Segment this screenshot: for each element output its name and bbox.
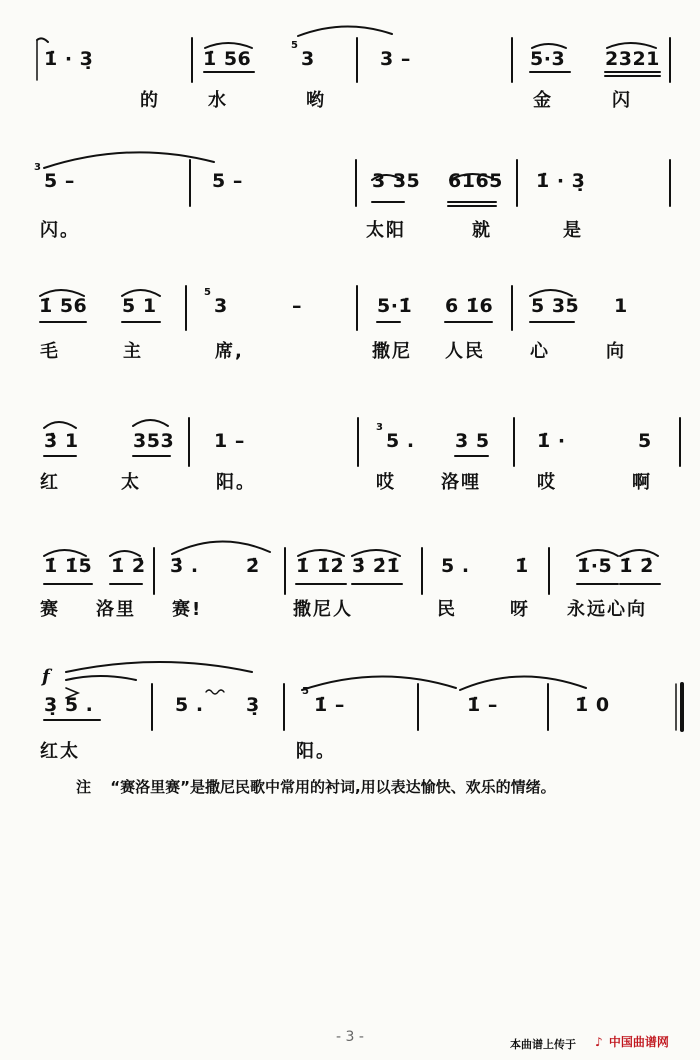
- note-group: 5: [638, 430, 652, 452]
- note-group: 5 1: [122, 295, 157, 317]
- note-group: 1̇ 56: [203, 48, 252, 70]
- note-group: 1̇ 56: [39, 295, 88, 317]
- grace-note: 3: [376, 422, 383, 433]
- lyric-text: 啊: [632, 472, 652, 493]
- note-group: 3 5: [455, 430, 490, 452]
- note-group: 1̇·5 1̇ 2̇: [577, 555, 654, 577]
- note-group: 1̇: [515, 555, 529, 577]
- lyric-text: 哟: [306, 90, 326, 111]
- note-group: 3̇ 2̇1̇: [352, 555, 401, 577]
- note-group: 6165: [448, 170, 503, 192]
- music-note-icon: ♪: [595, 1035, 603, 1049]
- note-group: 3 35: [372, 170, 421, 192]
- lyric-text: 席,: [215, 341, 244, 362]
- lyric-text: 主: [123, 341, 143, 362]
- note-group: 3: [214, 295, 228, 317]
- lyric-text: 红太: [40, 741, 80, 762]
- note-group: 1̇ 1̇2̇: [296, 555, 345, 577]
- lyric-text: 的: [140, 90, 160, 111]
- lyric-text: 民: [437, 599, 457, 620]
- note-group: 3 –: [380, 48, 411, 70]
- note-group: 1̇ –: [467, 694, 498, 716]
- footnote: [76, 776, 556, 797]
- note-group: 5 35: [531, 295, 580, 317]
- note-group: 5·3: [530, 48, 566, 70]
- lyric-text: 红: [40, 472, 60, 493]
- lyric-text: 心: [530, 341, 550, 362]
- note-group: 1̇ 0: [575, 694, 610, 716]
- note-group: 2321: [605, 48, 660, 70]
- upload-caption: 本曲谱上传于: [510, 1038, 576, 1051]
- lyric-text: 撒尼: [372, 341, 412, 362]
- lyric-text: 毛: [40, 341, 60, 362]
- note-group: 5·1̇: [377, 295, 413, 317]
- note-group: 3̣ 5 .: [44, 694, 94, 716]
- lyric-text: 阳。: [296, 741, 336, 762]
- note-group: 6 1̇6: [445, 295, 494, 317]
- footnote-label: 注: [76, 778, 92, 796]
- lyric-text: 闪。: [40, 220, 80, 241]
- note-group: 5 .: [441, 555, 470, 577]
- note-group: 1 –: [214, 430, 245, 452]
- note-group: 1̇ 2̇: [111, 555, 146, 577]
- site-logo[interactable]: [595, 1033, 669, 1050]
- lyric-text: 撒尼人: [293, 599, 353, 620]
- note-group: 3̇ 1: [44, 430, 79, 452]
- note-group: 5 .: [175, 694, 204, 716]
- note-group: 1: [614, 295, 628, 317]
- note-group: 3̇ .: [170, 555, 199, 577]
- footnote-text: “赛洛里赛”是撒尼民歌中常用的衬词,用以表达愉快、欢乐的情绪。: [110, 778, 556, 796]
- note-group: 1̇ · 3̣: [536, 170, 586, 192]
- lyric-text: 永远心向: [567, 599, 647, 620]
- note-group: 5 –: [212, 170, 243, 192]
- lyric-text: 洛里: [96, 599, 136, 620]
- note-group: 5 –: [44, 170, 75, 192]
- lyric-text: 赛: [40, 599, 60, 620]
- lyric-text: 金: [533, 90, 553, 111]
- lyric-text: 呀: [510, 599, 530, 620]
- lyric-text: 水: [208, 90, 228, 111]
- lyric-text: 哎: [537, 472, 557, 493]
- page-number: - 3 -: [336, 1029, 364, 1045]
- grace-note: 3: [34, 162, 41, 173]
- site-name: 中国曲谱网: [608, 1035, 669, 1049]
- note-group: 1̇ 1̇5: [44, 555, 93, 577]
- lyric-text: 向: [606, 341, 626, 362]
- lyric-text: 阳。: [216, 472, 256, 493]
- grace-note: 5: [291, 40, 298, 51]
- note-group: 1̇ –: [314, 694, 345, 716]
- note-group: 5 .: [386, 430, 415, 452]
- note-group: 3: [301, 48, 315, 70]
- note-group: 353: [133, 430, 175, 452]
- lyric-text: 人民: [445, 341, 485, 362]
- lyric-text: 赛!: [172, 599, 203, 620]
- lyric-text: 是: [563, 220, 583, 241]
- lyric-text: 太: [121, 472, 141, 493]
- note-group: 1̇ · 3̣: [44, 48, 94, 70]
- note-group: –: [292, 295, 302, 317]
- grace-note: 5: [204, 287, 211, 298]
- lyric-text: 闪: [612, 90, 632, 111]
- note-group: 1̇ ·: [537, 430, 566, 452]
- note-group: 2̇: [246, 555, 260, 577]
- lyric-text: 就: [472, 220, 492, 241]
- lyric-text: 太阳: [366, 220, 406, 241]
- lyric-text: 哎: [376, 472, 396, 493]
- lyric-text: 洛哩: [441, 472, 481, 493]
- grace-note: 5: [302, 686, 309, 697]
- note-group: 3̣: [246, 694, 260, 716]
- dynamic-marking: f: [42, 666, 50, 687]
